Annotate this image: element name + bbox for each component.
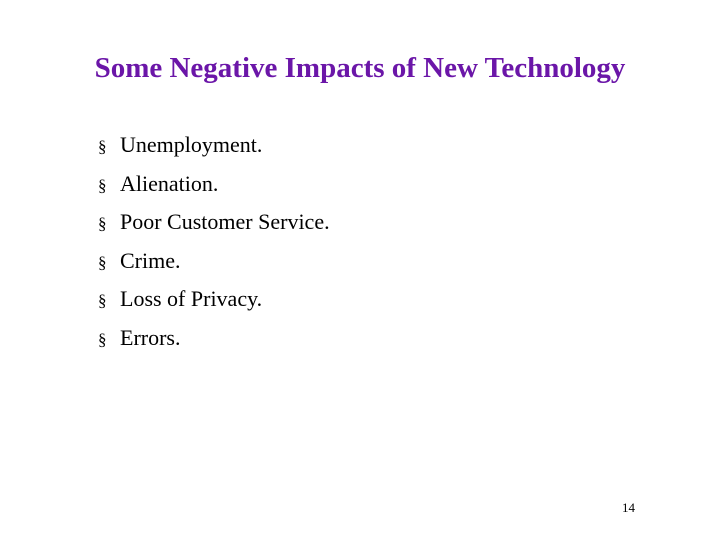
list-item	[98, 325, 330, 364]
bullet-text: Alienation.	[120, 170, 219, 196]
bullet-text: Loss of Privacy.	[120, 286, 263, 311]
bullet-icon: §	[98, 175, 107, 195]
bullet-icon: §	[98, 137, 107, 156]
list-item	[98, 132, 330, 171]
bullet-text: Poor Customer Service.	[120, 209, 330, 234]
bullet-text: Unemployment.	[120, 132, 263, 157]
page-number: 14	[622, 500, 635, 515]
bullet-text: Errors.	[120, 324, 181, 350]
slide-title: Some Negative Impacts of New Technology	[94, 52, 626, 84]
bullet-icon: §	[98, 214, 107, 233]
bullet-list	[98, 132, 330, 363]
list-item	[98, 248, 330, 287]
list-item	[98, 171, 330, 210]
list-item	[98, 209, 330, 248]
bullet-icon: §	[98, 252, 107, 272]
bullet-text: Crime.	[120, 247, 181, 273]
list-item	[98, 286, 330, 325]
bullet-icon: §	[98, 291, 107, 310]
bullet-icon: §	[98, 329, 107, 349]
